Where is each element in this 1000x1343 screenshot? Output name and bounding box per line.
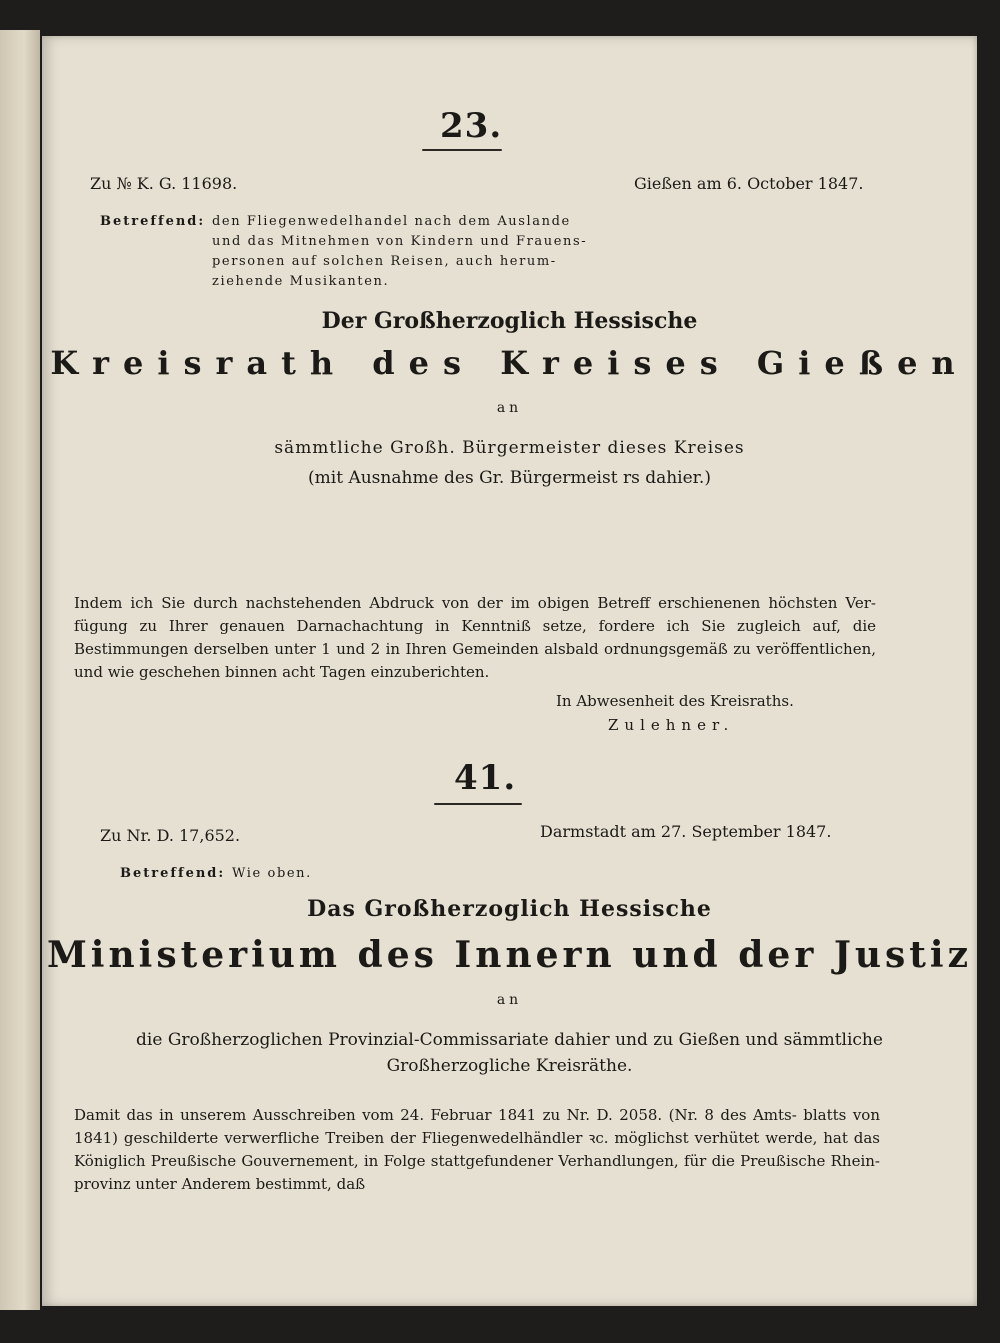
authority-title-line-1: Der Großherzoglich Hessische (321, 308, 698, 334)
place-date-2: Darmstadt am 27. September 1847. (540, 822, 832, 841)
subject-line-2: und das Mitnehmen von Kindern und Frauens- (212, 234, 588, 249)
place-date: Gießen am 6. October 1847. (634, 174, 864, 193)
addressee: sämmtliche Großh. Bürgermeister dieses Kreises (274, 438, 745, 458)
subject-line-4: ziehende Musikanten. (212, 274, 390, 289)
section-number-41: 41. (454, 758, 517, 798)
number-underline-2 (434, 803, 522, 805)
body-paragraph-2: Damit das in unserem Ausschreiben vom 24. Februar 1841 zu Nr. D. 2058. (Nr. 8 des Amts- blatts von 1841) geschilderte verwerfliche Treiben der Fliegenwedelhändler ꝛc. möglichst verhütet werde, hat das Königlich Preußische Gouvernement, in Folge stattgefundener Verhandlungen, für die Preußische Rhein- provinz unter Anderem bestimmt, daß (74, 1106, 880, 1193)
to-word-2: an (496, 992, 523, 1008)
subject-label-2: Betreffend: (120, 866, 226, 881)
reference-number-2: Zu Nr. D. 17,652. (100, 826, 241, 845)
subject-line-1: den Fliegenwedelhandel nach dem Auslande (212, 214, 571, 229)
facing-page-edge (0, 30, 40, 1310)
addressee-2-line-2: Großherzogliche Kreisräthe. (386, 1056, 633, 1076)
addressee-2-line-1: die Großherzoglichen Provinzial-Commissariate dahier und zu Gießen und sämmtliche (136, 1030, 883, 1050)
number-underline (422, 149, 502, 151)
authority-title-line-2b: Ministerium des Innern und der Justiz (46, 934, 973, 976)
authority-title-line-2: Kreisrath des Kreises Gießen (50, 344, 969, 382)
addressee-note: (mit Ausnahme des Gr. Bürgermeist rs dahier.) (308, 468, 711, 488)
subject-text-2: Wie oben. (232, 866, 312, 881)
subject-line-3: personen auf solchen Reisen, auch herum- (212, 254, 557, 269)
authority-title-line-1b: Das Großherzoglich Hessische (307, 896, 712, 922)
body-paragraph-1: Indem ich Sie durch nachstehenden Abdruck von der im obigen Betreff erschienenen höchsten Ver- fügung zu Ihrer genauen Darnachachtung in Kenntniß setze, fordere ich Sie zugleich auf, die Bestimmungen derselben unter 1 und 2 in Ihren Gemeinden alsbald ordnungsgemäß zu veröffentlichen, und wie geschehen binnen acht Tagen einzuberichten. (74, 594, 876, 681)
reference-number: Zu № K. G. 11698. (90, 174, 238, 193)
signature-name: Zulehner. (608, 716, 735, 734)
document-page (42, 36, 977, 1306)
signature-line-1: In Abwesenheit des Kreisraths. (556, 692, 794, 710)
to-word: an (496, 400, 523, 416)
section-number-23: 23. (440, 106, 503, 146)
subject-label: Betreffend: (100, 214, 206, 229)
